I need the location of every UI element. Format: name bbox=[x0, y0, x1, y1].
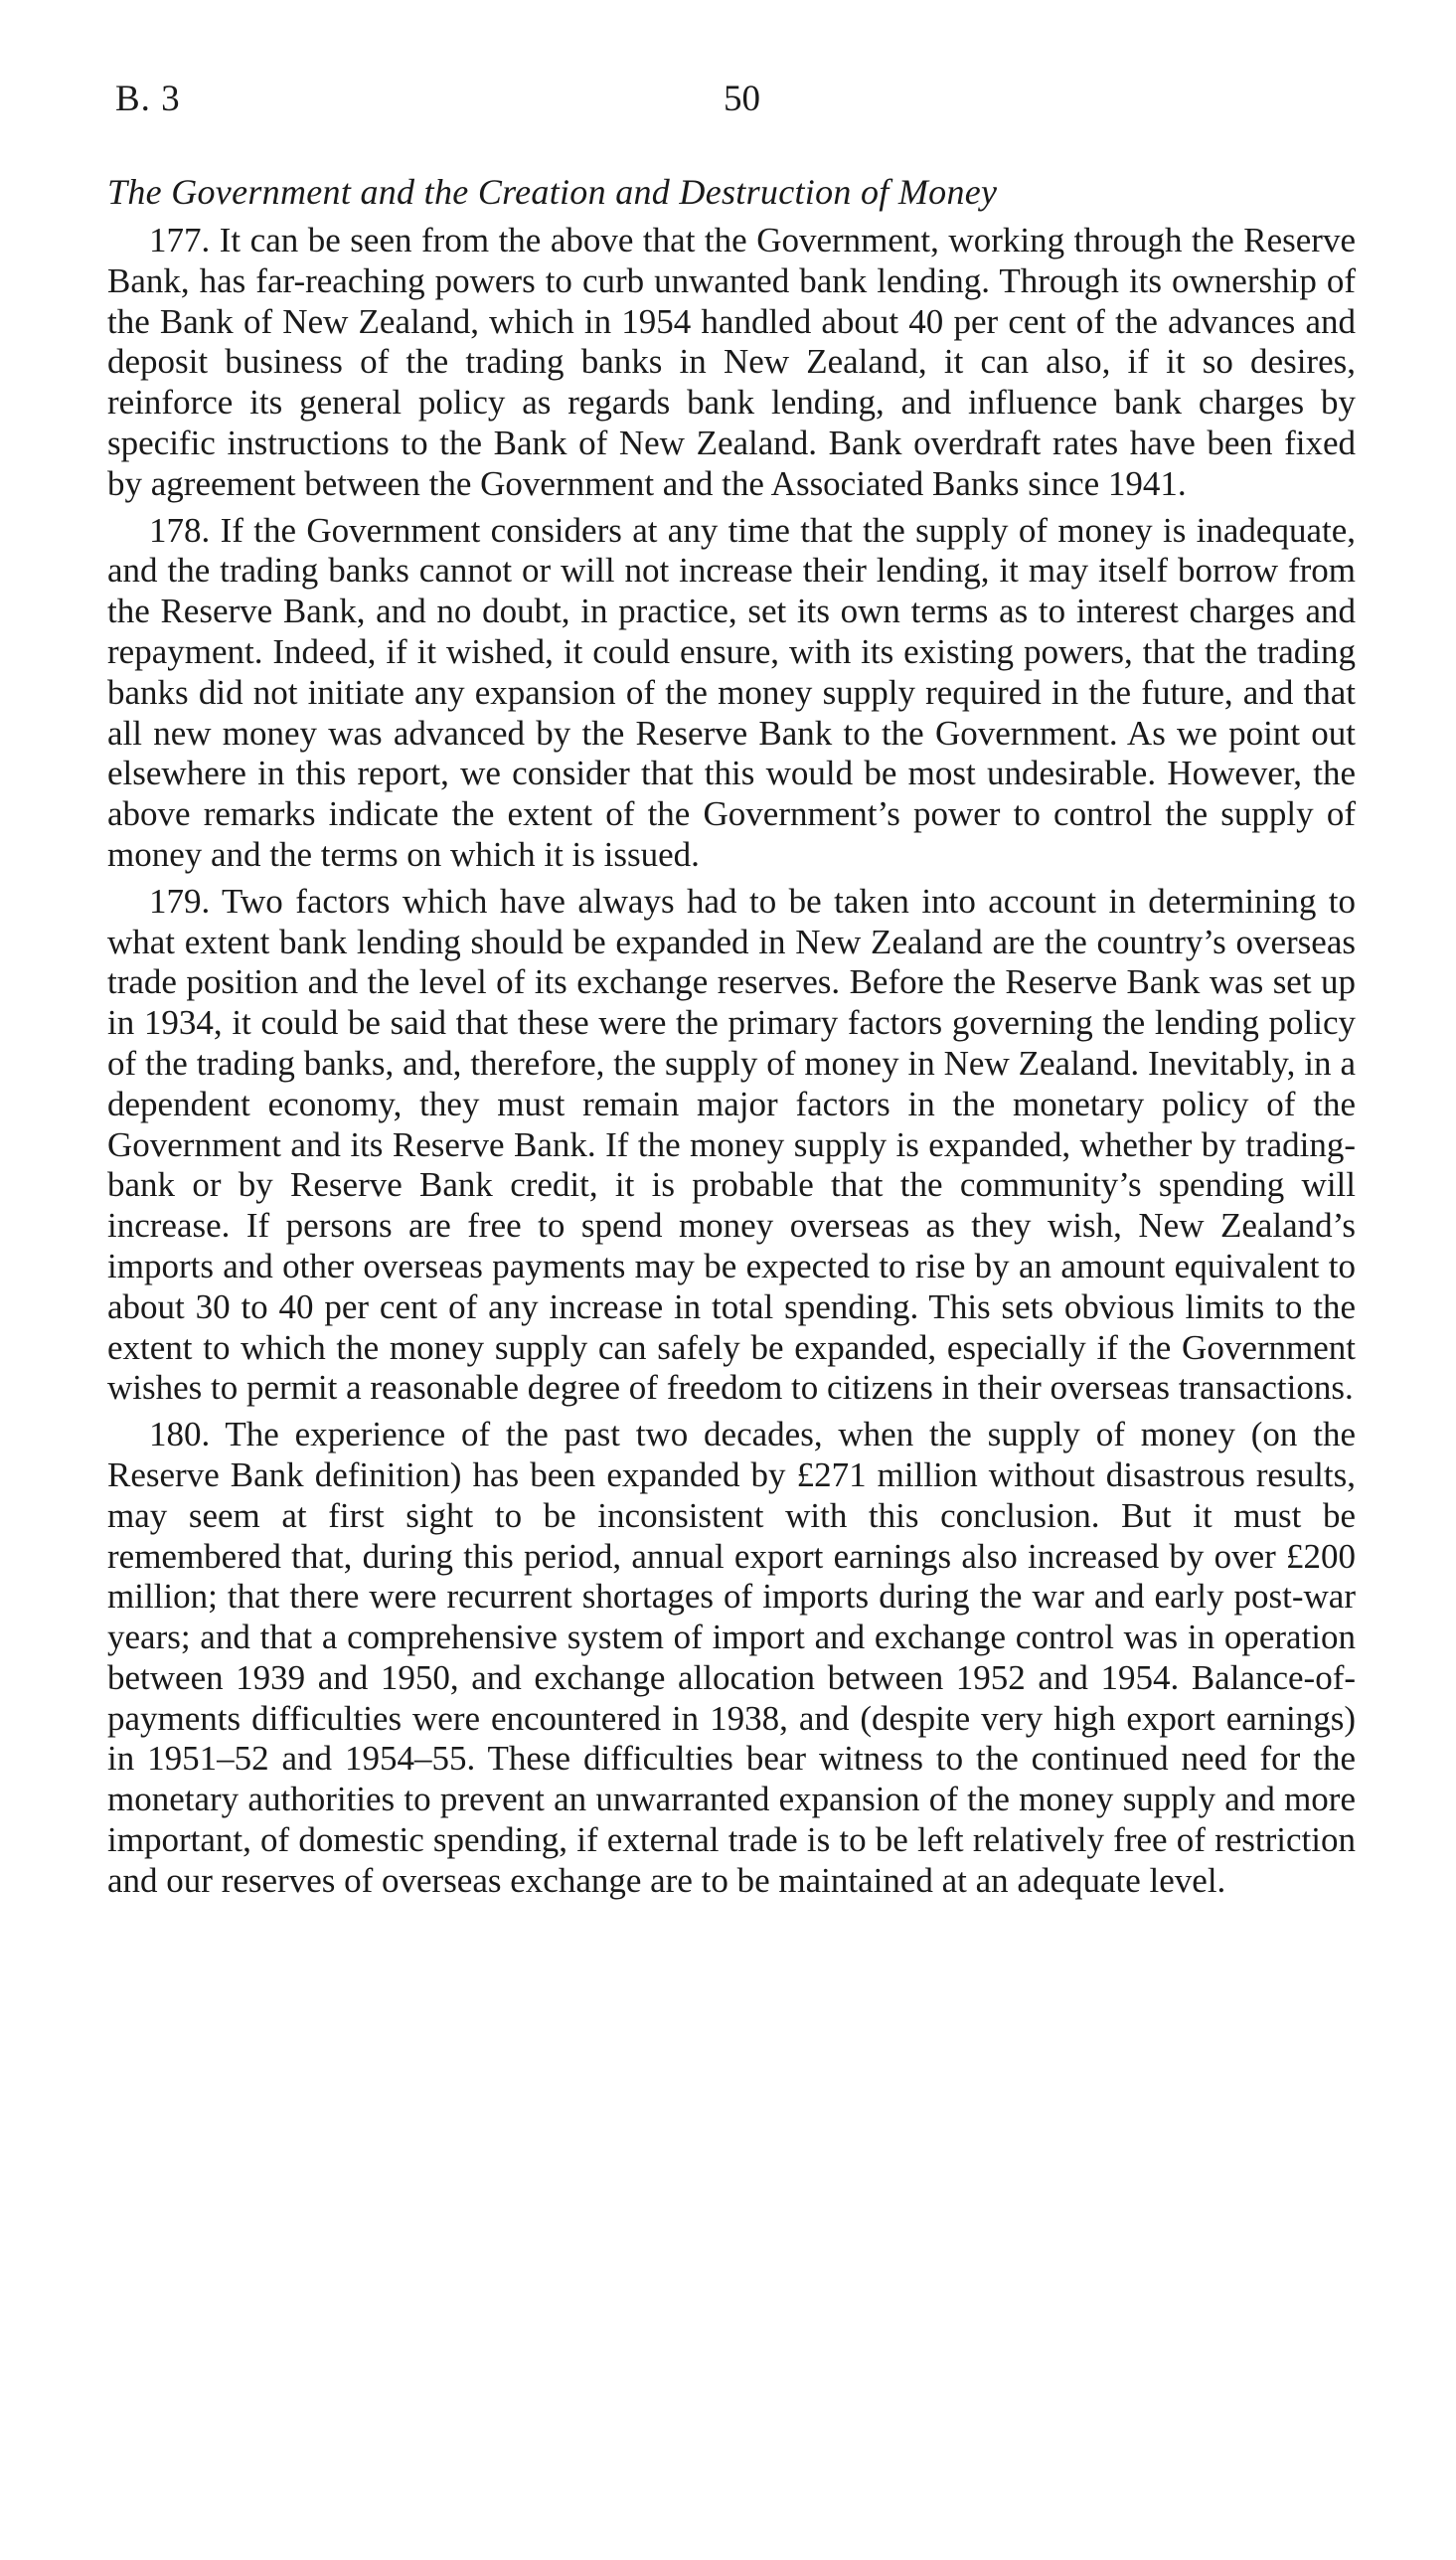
paragraph-178: 178. If the Government considers at any time that the supply of money is inadequate, and the trading banks cannot or will not increase their lending, it may itself borrow from the Reserve Bank, and no doubt, in practice, set its own terms as to interest charges and repayment. Indeed, if it wished, it could ensure, with its existing powers, that the trading banks did not initiate any expansion of the money supply required in the future, and that all new money was advanced by the Reserve Bank to the Government. As we point out elsewhere in this report, we consider that this would be most undesirable. However, the above remarks indicate the extent of the Government’s power to control the supply of money and the terms on which it is issued. bbox=[107, 510, 1356, 874]
paragraph-180: 180. The experience of the past two decades, when the supply of money (on the Reserve Bank definition) has been expanded by £271 million without disastrous results, may seem at first sight to be inconsistent with this conclusion. But it must be remembered that, during this period, annual export earnings also increased by over £200 million; that there were recurrent shortages of imports during the war and early post-war years; and that a comprehensive system of import and exchange control was in operation between 1939 and 1950, and exchange allocation between 1952 and 1954. Balance-of-payments difficulties were encountered in 1938, and (despite very high export earnings) in 1951–52 and 1954–55. These difficulties bear witness to the continued need for the monetary authorities to prevent an unwarranted expansion of the money supply and more important, of domestic spending, if external trade is to be left relatively free of restriction and our reserves of overseas exchange are to be maintained at an adequate level. bbox=[107, 1415, 1356, 1900]
page-number: 50 bbox=[724, 79, 760, 119]
page-header bbox=[0, 78, 1456, 127]
section-body bbox=[107, 171, 1356, 1908]
paragraph-177: 177. It can be seen from the above that the Government, working through the Reserve Bank, has far-reaching powers to curb unwanted bank lending. Through its ownership of the Bank of New Zealand, which in 1954 handled about 40 per cent of the advances and deposit business of the trading banks in New Zealand, it can also, if it so desires, reinforce its general policy as regards bank lending, and influence bank charges by specific instructions to the Bank of New Zealand. Bank overdraft rates have been fixed by agreement between the Government and the Associated Banks since 1941. bbox=[107, 221, 1356, 503]
section-title: The Government and the Creation and Destruction of Money bbox=[107, 172, 998, 212]
paragraph-179: 179. Two factors which have always had to be taken into account in determining to what extent bank lending should be expanded in New Zealand are the country’s overseas trade position and the level of its exchange reserves. Before the Reserve Bank was set up in 1934, it could be said that these were the primary factors governing the lending policy of the trading banks, and, therefore, the supply of money in New Zealand. Inevitably, in a dependent economy, they must remain major factors in the monetary policy of the Government and its Reserve Bank. If the money supply is expanded, whether by trading-bank or by Reserve Bank credit, it is probable that the community’s spending will increase. If persons are free to spend money overseas as they wish, New Zealand’s imports and other overseas payments may be expected to rise by an amount equivalent to about 30 to 40 per cent of any increase in total spending. This sets obvious limits to the extent to which the money supply can safely be expanded, especially if the Government wishes to permit a reasonable degree of freedom to citizens in their overseas transactions. bbox=[107, 881, 1356, 1408]
document-reference: B. 3 bbox=[115, 79, 181, 119]
